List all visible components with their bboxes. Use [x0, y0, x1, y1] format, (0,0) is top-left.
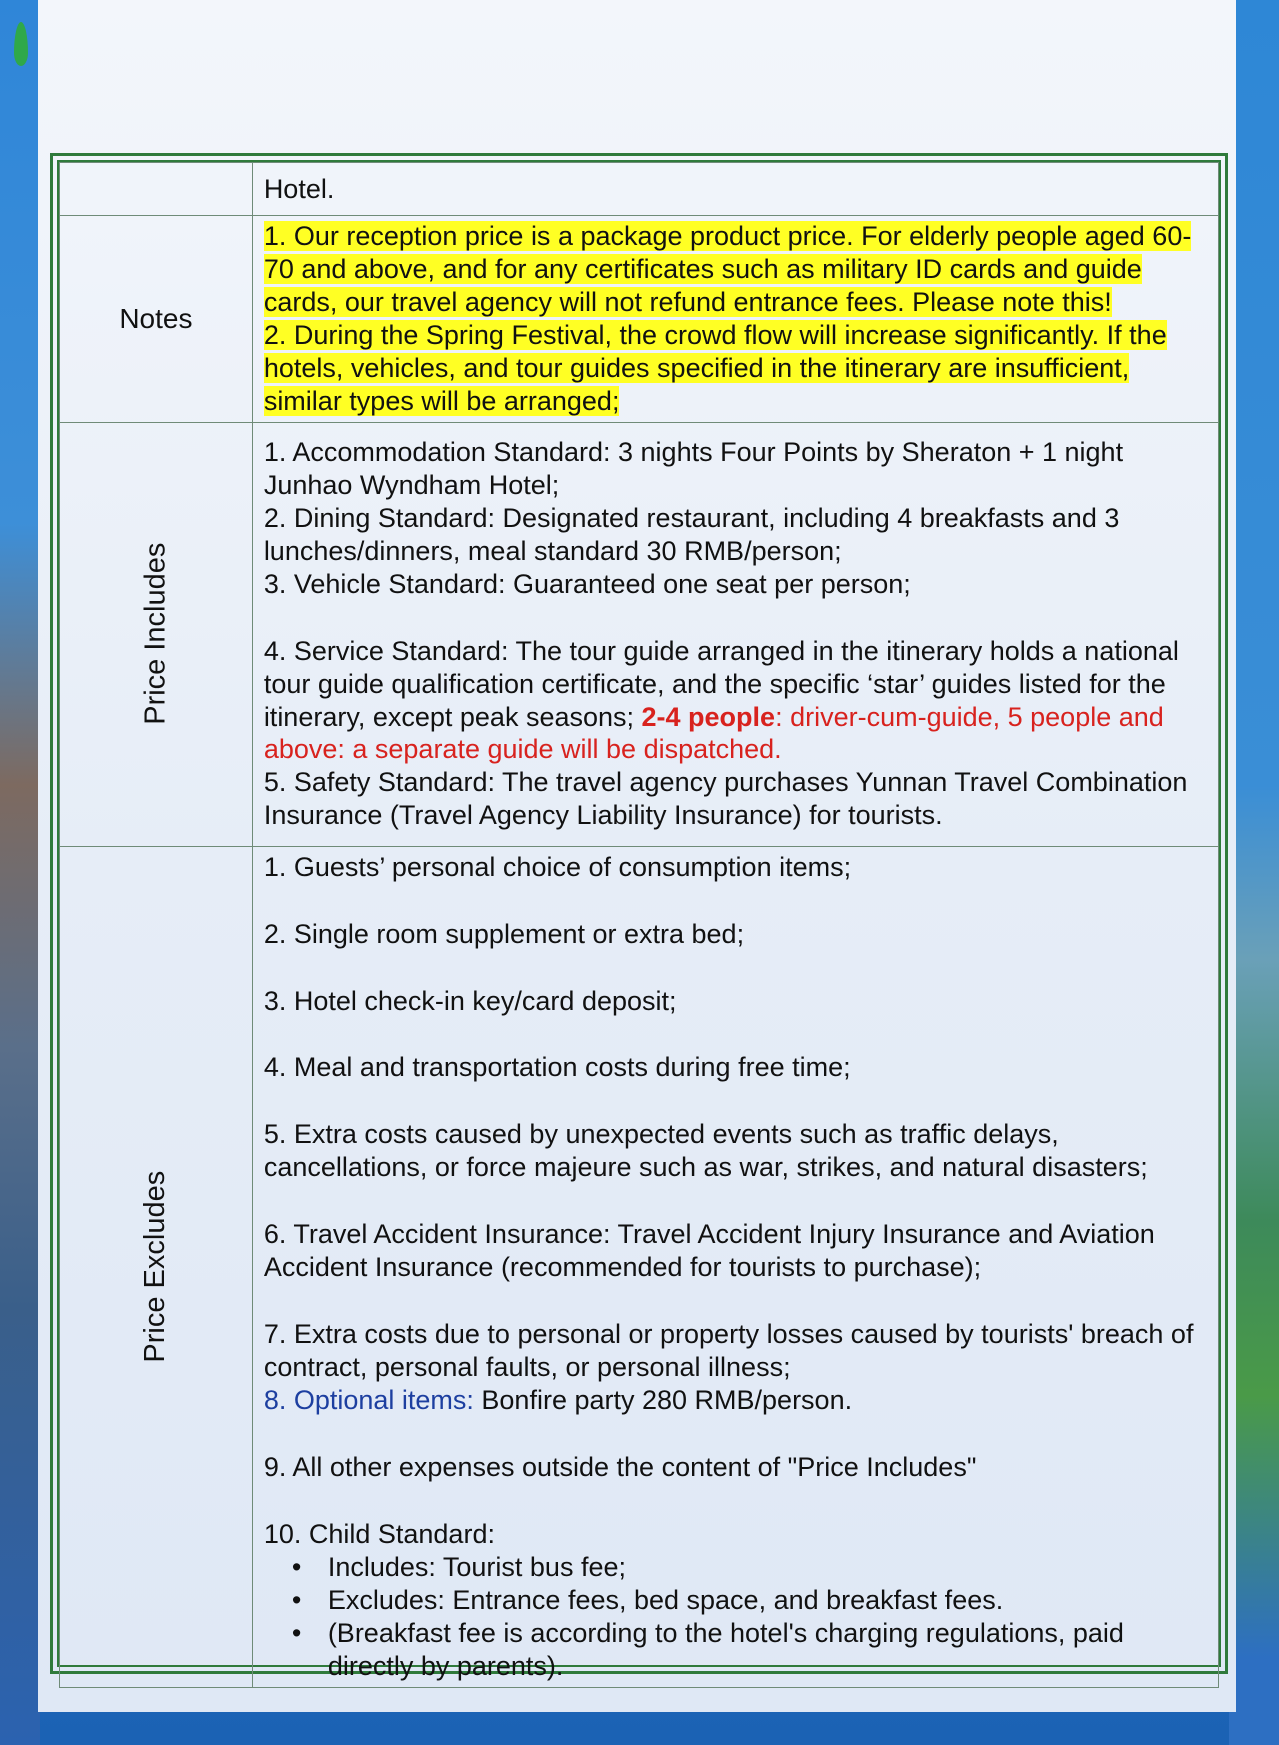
notes-item-2: 2. During the Spring Festival, the crowd flow will increase significantly. If the hotels, vehicles, and tour guides specified in the itinerary are insufficient, similar types will be arranged; — [263, 319, 1167, 416]
excludes-item-5: 5. Extra costs caused by unexpected events such as traffic delays, cancellations, or force majeure such as war, strikes, and natural disasters; — [263, 1119, 1148, 1183]
notes-row — [60, 216, 1219, 423]
includes-item-2: 2. Dining Standard: Designated restaurant, including 4 breakfasts and 3 lunches/dinners, meal standard 30 RMB/person; — [263, 502, 1120, 566]
price-includes-row — [60, 422, 1219, 846]
excludes-item-9: 9. All other expenses outside the content of "Price Includes" — [263, 1451, 977, 1482]
price-excludes-cell — [252, 846, 1218, 1687]
includes-item-5: 5. Safety Standard: The travel agency purchases Yunnan Travel Combination Insurance (Travel Agency Liability Insurance) for tourists. — [263, 767, 1188, 831]
child-bullet-3: • (Breakfast fee is according to the hotel's charging regulations, paid directly by parents). — [328, 1617, 1208, 1683]
includes-item-3: 3. Vehicle Standard: Guaranteed one seat per person; — [263, 568, 911, 599]
info-table-frame — [50, 153, 1228, 1681]
notes-cell — [252, 216, 1218, 423]
price-excludes-label: Price Excludes — [139, 1170, 172, 1363]
hotel-text: Hotel. — [263, 173, 335, 204]
excludes-item-8-text: Bonfire party 280 RMB/person. — [473, 1385, 853, 1415]
child-bullet-2: • Excludes: Entrance fees, bed space, and breakfast fees. — [328, 1584, 1208, 1617]
price-includes-label-cell — [60, 422, 253, 846]
includes-item-4-red-text: : driver-cum-guide, 5 people and above: a separate guide will be dispatched. — [263, 701, 1164, 765]
includes-item-4-red-bold: 2-4 people — [641, 701, 776, 732]
price-includes-cell — [252, 422, 1218, 846]
excludes-item-10: 10. Child Standard: — [263, 1518, 495, 1549]
includes-item-4-text: 4. Service Standard: The tour guide arranged in the itinerary holds a national tour guide qualification certificate, and the specific ‘star’ guides listed for the itinerary, except peak seasons; — [263, 635, 1179, 732]
info-table — [59, 162, 1219, 1688]
notes-label: Notes — [60, 216, 253, 423]
excludes-item-1: 1. Guests’ personal choice of consumption items; — [263, 851, 852, 882]
excludes-item-8-optional-label: 8. Optional items: — [263, 1385, 474, 1415]
price-excludes-row — [60, 846, 1219, 1687]
price-includes-label: Price Includes — [139, 543, 172, 726]
background-scenery-right — [1229, 0, 1279, 1745]
excludes-item-7: 7. Extra costs due to personal or property losses caused by tourists' breach of contract, personal faults, or personal illness; — [263, 1319, 1194, 1383]
hotel-row — [60, 163, 1219, 216]
excludes-item-8 — [264, 1384, 1208, 1417]
excludes-item-4: 4. Meal and transportation costs during free time; — [263, 1052, 851, 1083]
background-scenery-left — [0, 0, 40, 1745]
info-table-inner-frame — [57, 160, 1221, 1681]
notes-item-1: 1. Our reception price is a package product price. For elderly people aged 60-70 and above, and for any certificates such as military ID cards and guide cards, our travel agency will not refund entrance fees. Please note this! — [263, 221, 1192, 317]
excludes-item-6: 6. Travel Accident Insurance: Travel Accident Injury Insurance and Aviation Accident Insurance (recommended for tourists to purchase); — [263, 1219, 1155, 1283]
includes-item-4 — [264, 635, 1208, 767]
hotel-row-label-cell — [60, 163, 253, 216]
excludes-item-2: 2. Single room supplement or extra bed; — [263, 918, 745, 949]
price-excludes-label-cell — [60, 846, 253, 1687]
includes-item-1: 1. Accommodation Standard: 3 nights Four Points by Sheraton + 1 night Junhao Wyndham Hotel; — [263, 436, 1124, 500]
hotel-cell — [252, 163, 1218, 216]
child-standard-list — [264, 1551, 1208, 1683]
excludes-item-3: 3. Hotel check-in key/card deposit; — [263, 985, 677, 1016]
child-bullet-1: • Includes: Tourist bus fee; — [328, 1551, 1208, 1584]
